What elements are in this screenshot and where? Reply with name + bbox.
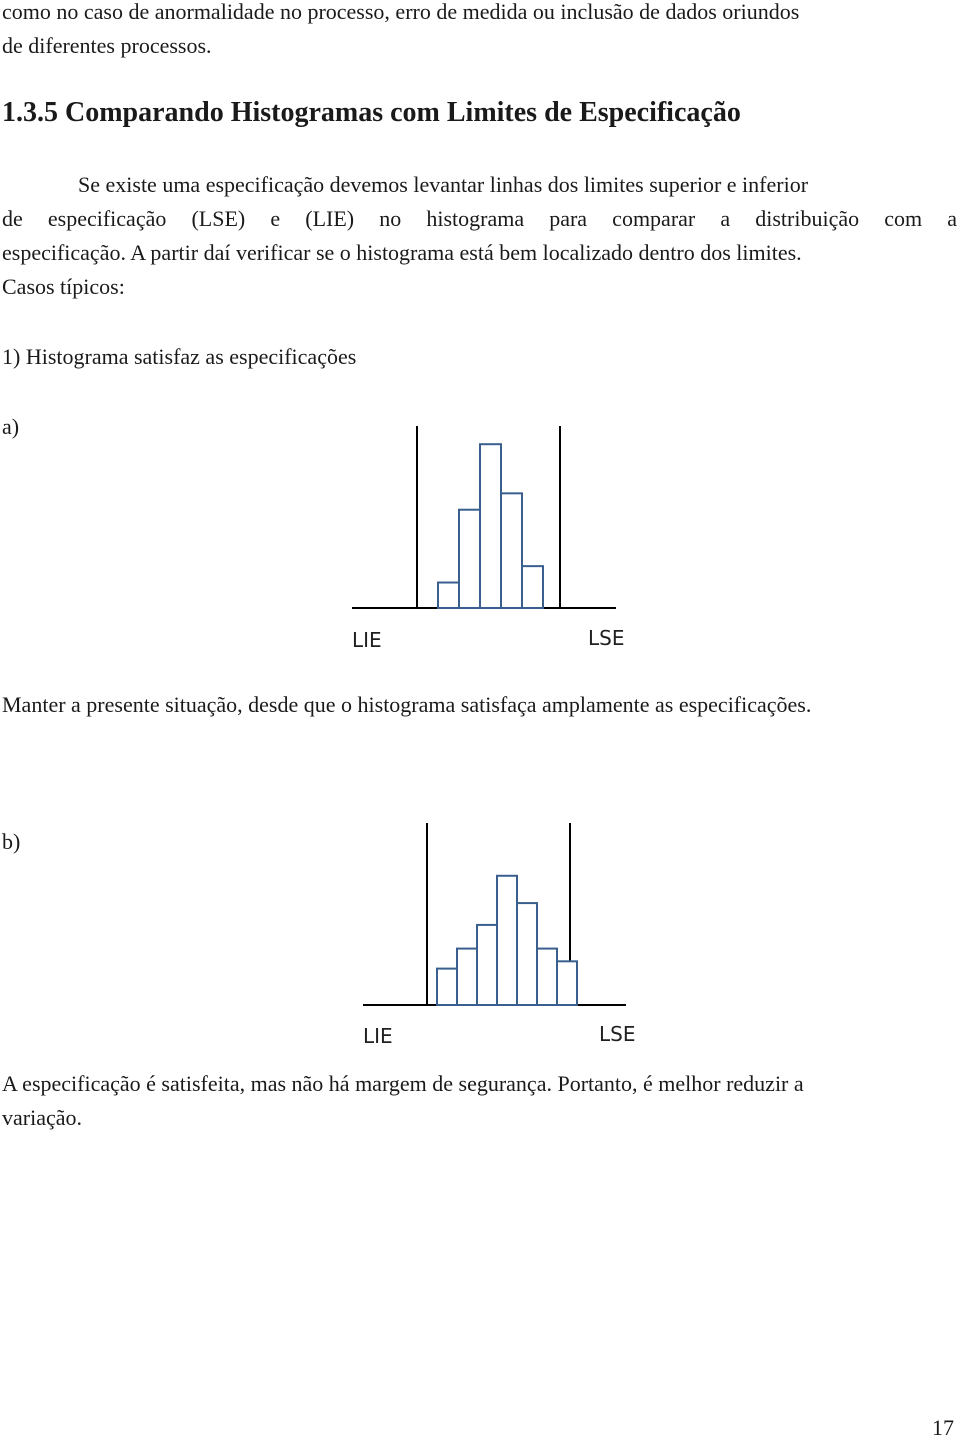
histogram-figure-b (350, 818, 650, 1058)
intro-line-1: como no caso de anormalidade no processo, erro de medida ou inclusão de dados oriundos (2, 0, 800, 24)
paragraph-line-3: especificação. A partir daí verificar se o histograma está bem localizado dentro dos limites. (2, 240, 802, 265)
intro-line-2: de diferentes processos. (2, 33, 212, 58)
figure-b-label: b) (2, 829, 21, 854)
lse-label-b: LSE (599, 1022, 636, 1046)
histogram-bar-b-5 (517, 903, 537, 1005)
histogram-bar-b-3 (477, 925, 497, 1005)
lie-label-b: LIE (363, 1024, 393, 1048)
histogram-bars-b (437, 876, 577, 1005)
histogram-bar-a-3 (480, 444, 501, 608)
histogram-figure-a (340, 420, 640, 660)
histogram-bar-b-6 (537, 949, 557, 1005)
paragraph-line-1: Se existe uma especificação devemos levantar linhas dos limites superior e inferior (78, 172, 809, 197)
histogram-bars-a (438, 444, 543, 608)
histogram-bar-a-1 (438, 583, 459, 608)
histogram-bar-b-4 (497, 876, 517, 1005)
paragraph-line-4: Casos típicos: (2, 274, 125, 299)
histogram-bar-a-5 (522, 566, 543, 608)
figure-b-caption-line-1: A especificação é satisfeita, mas não há margem de segurança. Portanto, é melhor reduzir a (2, 1071, 804, 1096)
case-heading: 1) Histograma satisfaz as especificações (2, 344, 357, 369)
figure-a-caption: Manter a presente situação, desde que o histograma satisfaça amplamente as especificações. (2, 692, 812, 717)
section-heading: 1.3.5 Comparando Histogramas com Limites de Especificação (2, 97, 741, 128)
histogram-bar-b-7 (557, 961, 577, 1005)
page-number: 17 (932, 1415, 954, 1440)
histogram-bar-a-4 (501, 493, 522, 608)
lie-label-a: LIE (352, 628, 382, 652)
figure-a-label: a) (2, 414, 20, 439)
lse-label-a: LSE (588, 626, 625, 650)
histogram-bar-a-2 (459, 510, 480, 608)
histogram-a-svg (340, 420, 640, 660)
paragraph-line-2: de especificação (LSE) e (LIE) no histograma para comparar a distribuição com a (2, 206, 957, 231)
histogram-b-svg (350, 818, 650, 1058)
figure-b-caption-line-2: variação. (2, 1105, 82, 1130)
histogram-bar-b-2 (457, 949, 477, 1005)
histogram-bar-b-1 (437, 969, 457, 1005)
